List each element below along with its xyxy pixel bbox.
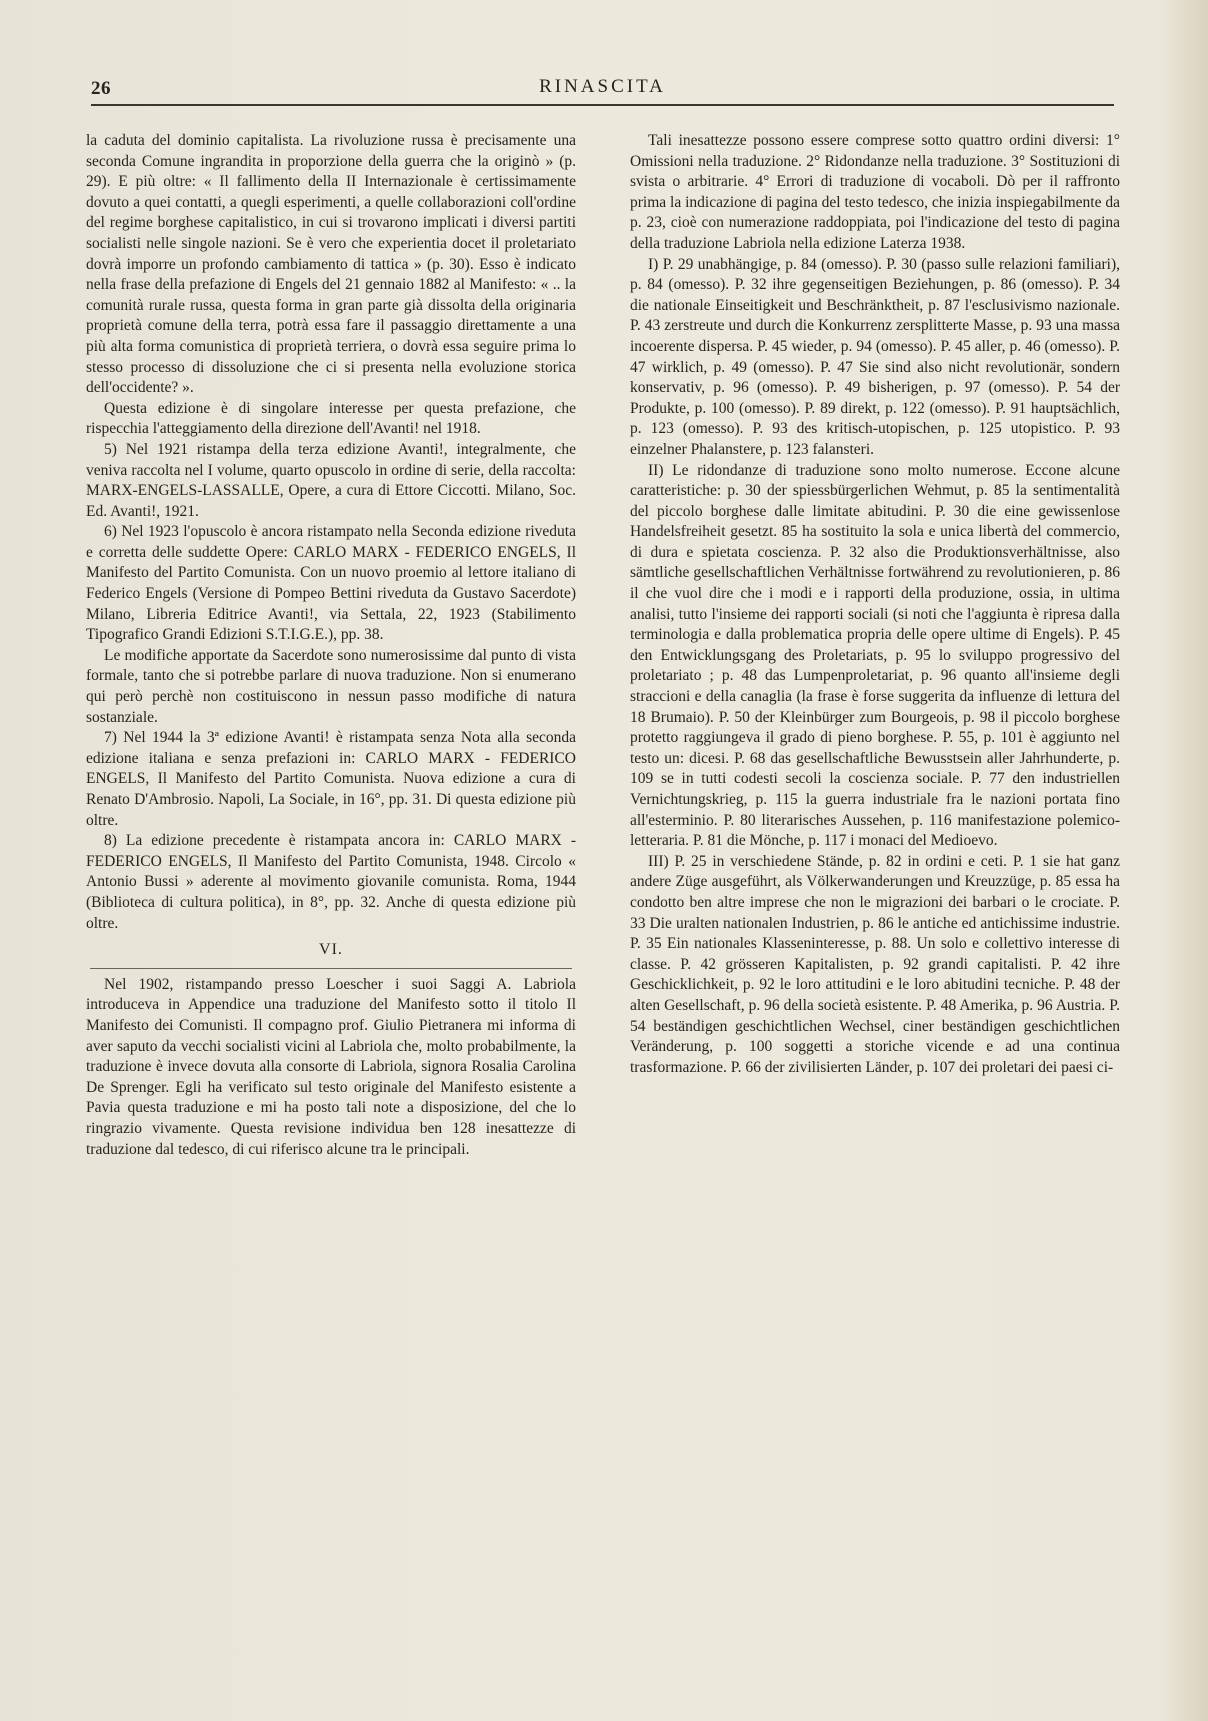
paragraph: I) P. 29 unabhängige, p. 84 (omesso). P. 30 (passo sulle relazioni familiari), p. 84 (omesso). P. 32 ihre gegenseitigen Beziehungen, p. 86 (omesso). P. 34 die nationale Einseitigkeit und Beschränktheit, p. 87 l'esclusivismo nazionale. P. 43 zerstreute und durch die Konkurrenz zersplitterte Masse, p. 93 una massa incoerente dispersa. P. 45 wieder, p. 94 (omesso). P. 45 aller, p. 46 (omesso). P. 47 wirklich, p. 49 (omesso). P. 47 Sie sind also nicht revolutionär, sondern konservativ, p. 96 (omesso). P. 49 bisherigen, p. 97 (omesso). P. 54 der Produkte, p. 100 (omesso). P. 89 direkt, p. 122 (omesso). P. 91 hauptsächlich, p. 123 (omesso). P. 93 des kritisch-utopischen, p. 125 utopistico. P. 93 einzelner Phalanstere, p. 123 falansteri. <box>630 255 1120 458</box>
page-number: 26 <box>91 78 111 99</box>
paragraph: II) Le ridondanze di traduzione sono molto numerose. Eccone alcune caratteristiche: p. 30 der spiessbürgerlichen Wehmut, p. 85 la sentimentalità del piccolo borghese dalle limitate abitudini. P. 30 die eine gewissenlose Handelsfreiheit gesetzt. 85 ha sostituito la sola e unica libertà del commercio, di dura e spietata coscienza. P. 32 also die Produktionsverhältnisse, also sämtliche gesellschaftlichen Verhältnisse fortwährend zu revolutionieren, p. 86 il che vuol dire che i modi e i rapporti della produzione, ossia, in ultima analisi, tutto l'insieme dei rapporti sociali (si noti che l'aggiunta è ripresa dalla terminologia e dalla problematica propria delle opere ultime di Engels). P. 45 den Entwicklungsgang des Proletariats, p. 95 lo sviluppo progressivo del proletariato ; p. 48 das Lumpenproletariat, p. 96 quanto all'insieme degli straccioni e della canaglia (la frase è forse suggerita da influenze di lettura del 18 Brumaio). P. 50 der Kleinbürger zum Bourgeois, p. 98 il piccolo borghese protetto raggiungeva il grado di pieno borghese. P. 55, p. 101 è aggiunto nel testo un: dicesi. P. 68 das gesellschaftliche Bewusstsein aller Jahrhunderte, p. 109 se in tutti codesti secoli la coscienza sociale. P. 77 den industriellen Vernichtungskrieg, p. 115 la guerra industriale fra le nazioni portata fino all'esterminio. P. 80 literarisches Aussehen, p. 116 manifestazione polemico-letteraria. P. 81 die Mönche, p. 117 i monaci del Medioevo. <box>630 461 1120 850</box>
page-header <box>91 74 1114 106</box>
paragraph: 6) Nel 1923 l'opuscolo è ancora ristampato nella Seconda edizione riveduta e corretta delle suddette Opere: CARLO MARX - FEDERICO ENGELS, Il Manifesto del Partito Comunista. Con un nuovo proemio al lettore italiano di Federico Engels (Versione di Pompeo Bettini riveduta da Gustavo Sacerdote) Milano, Libreria Editrice Avanti!, via Settala, 22, 1923 (Stabilimento Tipografico Grandi Edizioni S.T.I.G.E.), pp. 38. <box>86 523 576 644</box>
paragraph: Tali inesattezze possono essere comprese sotto quattro ordini diversi: 1° Omissioni nella traduzione. 2° Ridondanze nella traduzione. 3° Sostituzioni di svista o arbitrarie. 4° Errori di traduzione di vocaboli. Dò per il raffronto prima la indicazione di pagina del testo tedesco, che inizia inspiegabilmente da p. 23, cioè con numerazione raddoppiata, poi l'indicazione del testo di pagina della traduzione Labriola nella edizione Laterza 1938. <box>630 132 1120 252</box>
running-head: RINASCITA <box>539 76 666 97</box>
section-heading: VI. <box>319 941 343 959</box>
paragraph: III) P. 25 in verschiedene Stände, p. 82 in ordini e ceti. P. 1 sie hat ganz andere Züge ausgeführt, als Völkerwanderungen und Kreuzzüge, p. 85 essa ha condotto ben altre imprese che non le migrazioni dei barbari o le crociate. P. 33 Die uralten nationalen Industrien, p. 86 le antiche ed antichissime industrie. P. 35 Ein nationales Klasseninteresse, p. 88. Un solo e collettivo interesse di classe. P. 42 grösseren Kapitalisten, p. 92 grandi capitalisti. P. 42 ihre Geschicklichkeit, p. 92 le loro attitudini e le loro abitudini tecniche. P. 48 der alten Gesellschaft, p. 96 della società esistente. P. 48 Amerika, p. 96 Austria. P. 54 beständigen geschichtlichen Wechsel, ciner beständigen geschichtlichen Veränderung, p. 100 soggetti a storiche vicende e ad una continua trasformazione. P. 66 der zivilisierten Länder, p. 107 dei proletari dei paesi ci- <box>630 852 1120 1076</box>
paragraph: 7) Nel 1944 la 3ª edizione Avanti! è ristampata senza Nota alla seconda edizione italiana e senza prefazioni in: CARLO MARX - FEDERICO ENGELS, Il Manifesto del Partito Comunista. Nuova edizione a cura di Renato D'Ambrosio. Napoli, La Sociale, in 16°, pp. 31. Di questa edizione più oltre. <box>86 729 576 829</box>
paragraph: la caduta del dominio capitalista. La rivoluzione russa è precisamente una seconda Comune ingrandita in proporzione della guerra che la originò » (p. 29). E più oltre: « Il fallimento della II Internazionale è certissimamente dovuto a quei contatti, a quegli esperimenti, a quelle collaborazioni coll'ordine del regime borghese capitalistico, in cui si trovarono implicati i diversi partiti socialisti nelle singole nazioni. Se è vero che experientia docet il proletariato dovrà imporre un profondo cambiamento di tattica » (p. 30). Esso è indicato nella frase della prefazione di Engels del 21 gennaio 1882 al Manifesto: « .. la comunità rurale russa, questa forma in gran parte già dissolta della originaria proprietà comune della terra, potrà essa fare il passaggio direttamente a una più alta forma comunistica di proprietà terriera, o dovrà essa seguire prima lo stesso processo di dissoluzione che ci si presenta nella evoluzione storica dell'occidente? ». <box>86 132 576 397</box>
paragraph: 8) La edizione precedente è ristampata ancora in: CARLO MARX - FEDERICO ENGELS, Il Manifesto del Partito Comunista, 1948. Circolo « Antonio Bussi » aderente al movimento giovanile comunista. Roma, 1944 (Biblioteca di cultura politica), in 8°, pp. 32. Anche di questa edizione più oltre. <box>86 832 576 932</box>
paragraph: Le modifiche apportate da Sacerdote sono numerosissime dal punto di vista formale, tanto che si potrebbe parlare di nuova traduzione. Non si enumerano qui però perchè non costituiscono in nessun passo modifiche di natura sostanziale. <box>86 646 576 726</box>
paragraph: 5) Nel 1921 ristampa della terza edizione Avanti!, integralmente, che veniva raccolta nel I volume, quarto opuscolo in ordine di serie, della raccolta: MARX-ENGELS-LASSALLE, Opere, a cura di Ettore Ciccotti. Milano, Soc. Ed. Avanti!, 1921. <box>86 440 576 520</box>
right-column <box>630 131 1120 1078</box>
paragraph: Nel 1902, ristampando presso Loescher i suoi Saggi A. Labriola introduceva in Appendice una traduzione del Manifesto sotto il titolo Il Manifesto dei Comunisti. Il compagno prof. Giulio Pietranera mi informa di aver saputo da vecchi socialisti vicini al Labriola che, molto probabilmente, la traduzione è invece dovuta alla consorte di Labriola, signora Rosalia Carolina De Sprenger. Egli ha verificato sul testo originale del Manifesto esistente a Pavia questa traduzione e mi ha posto tali note a disposizione, del che lo ringrazio vivamente. Questa revisione individua ben 128 inesattezze di traduzione dal tedesco, di cui riferisco alcune tra le principali. <box>86 975 576 1158</box>
section-divider <box>90 968 572 969</box>
left-column <box>86 131 576 1160</box>
paragraph: Questa edizione è di singolare interesse per questa prefazione, che rispecchia l'atteggiamento della direzione dell'Avanti! nel 1918. <box>86 399 576 438</box>
text-columns <box>86 131 1120 1661</box>
